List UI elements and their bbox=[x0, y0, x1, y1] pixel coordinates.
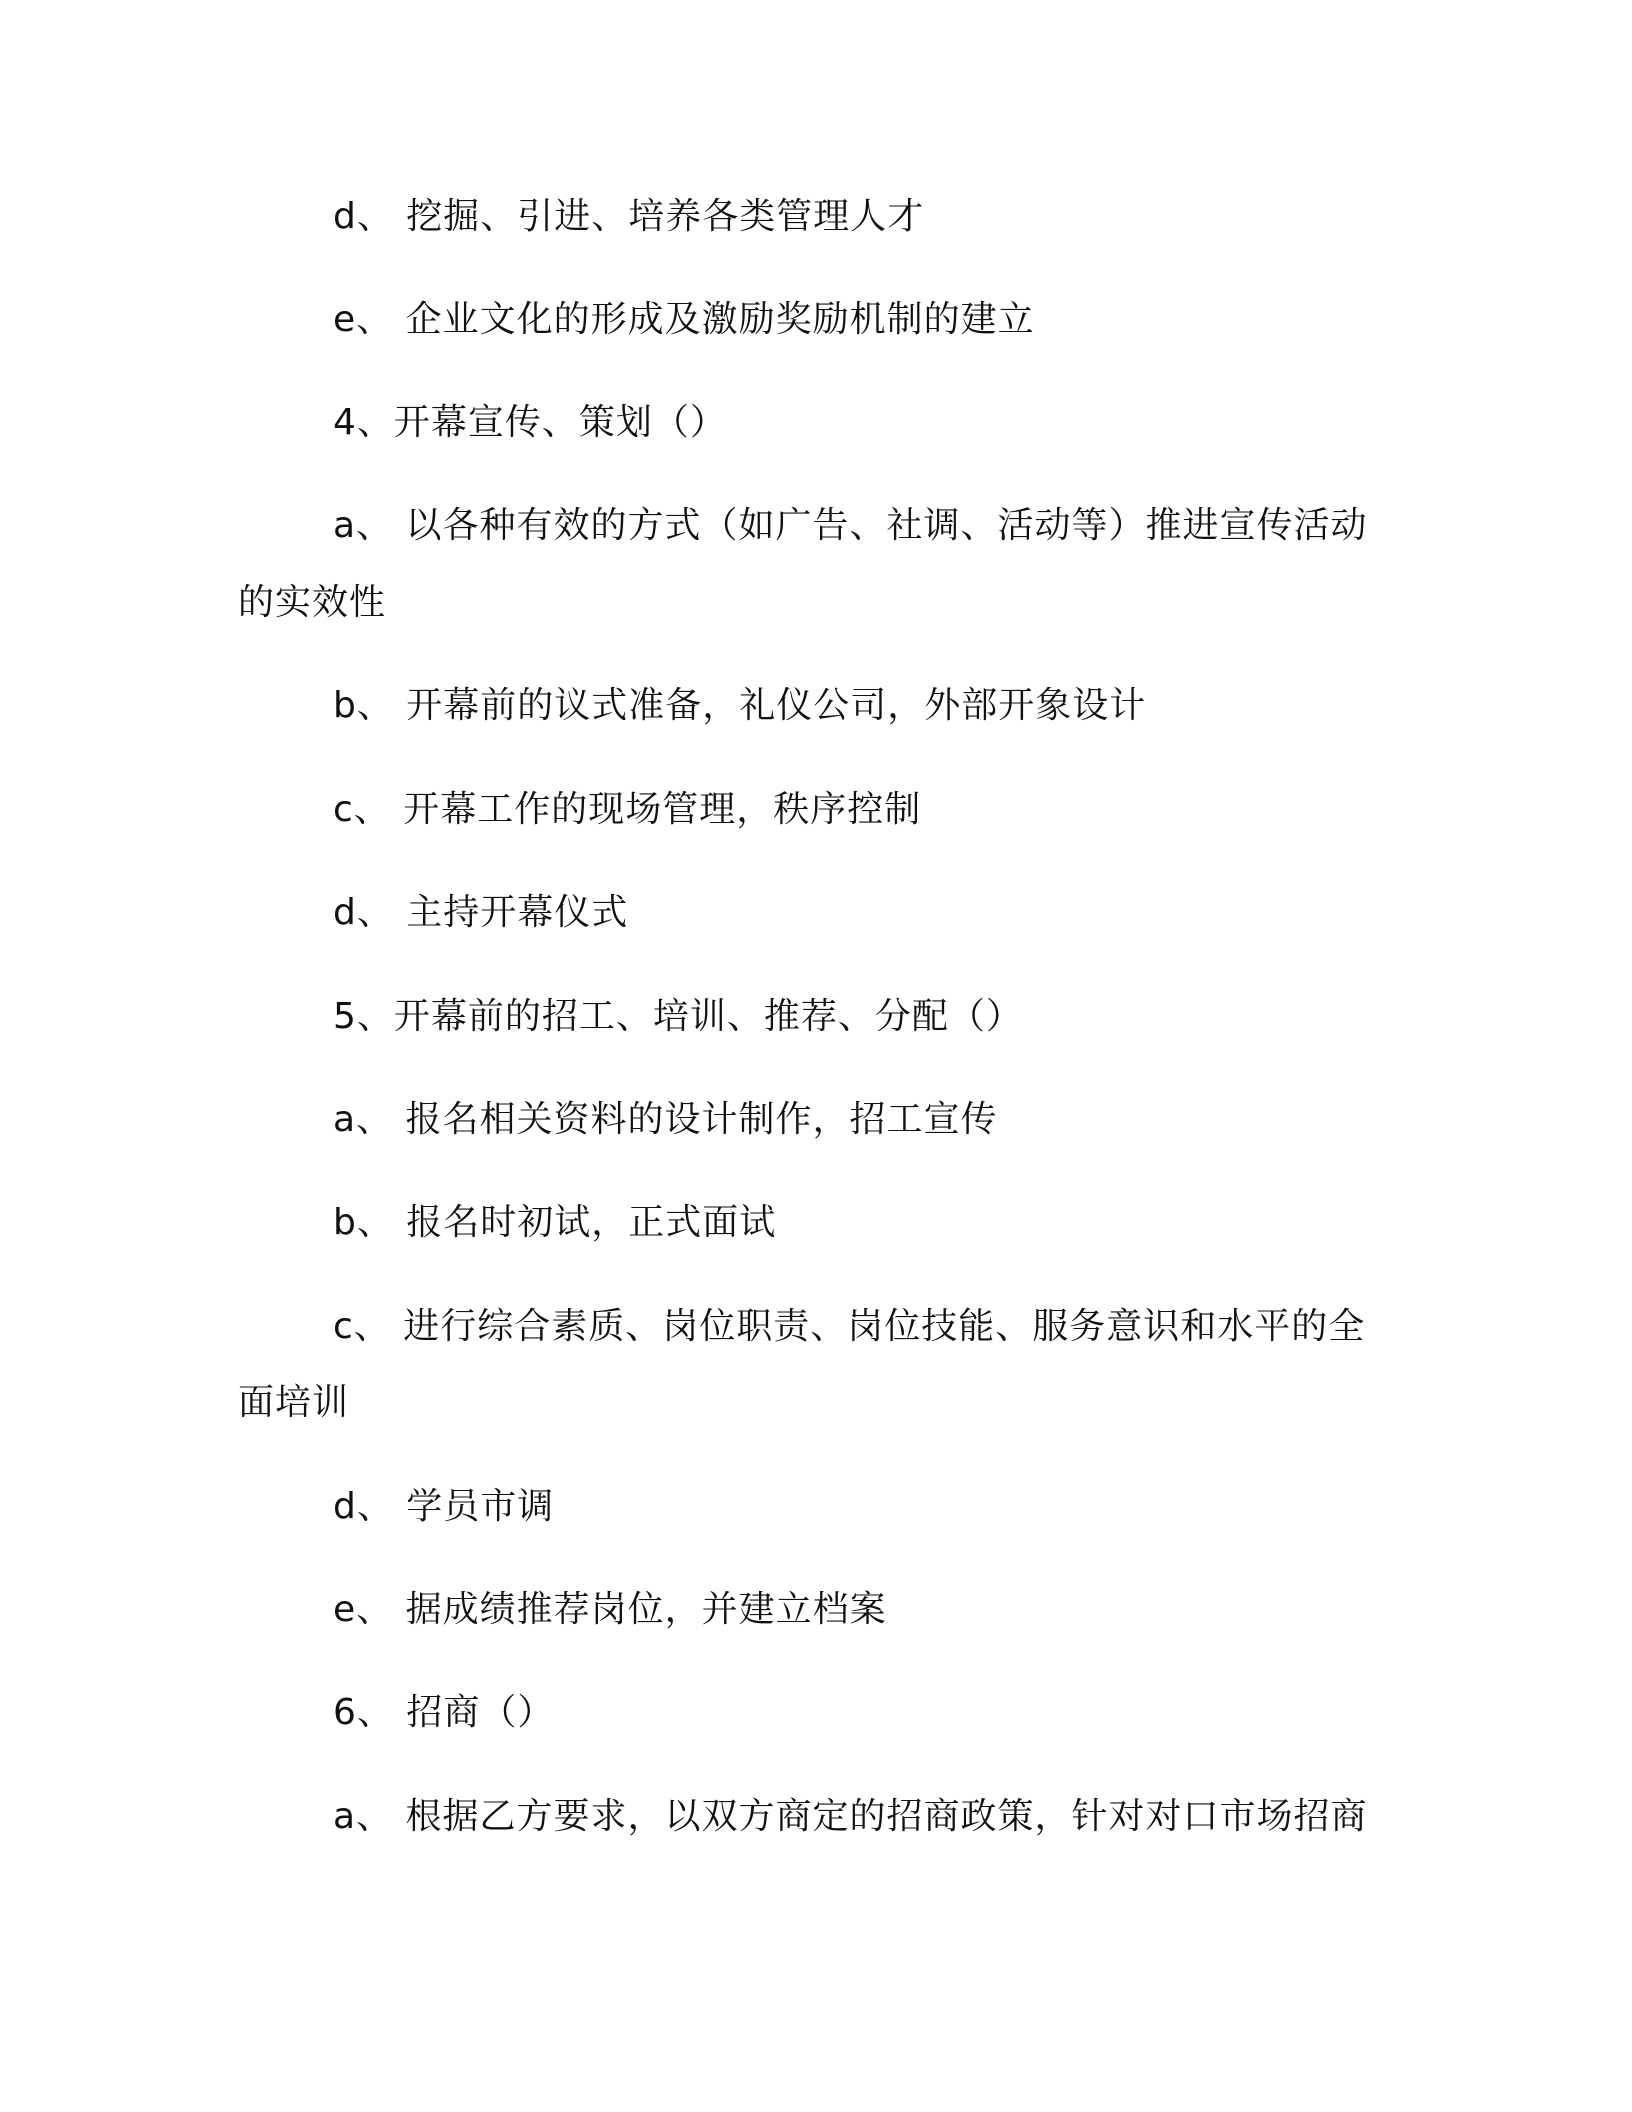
item-a-promotion: a、 以各种有效的方式（如广告、社调、活动等）推进宣传活动 bbox=[333, 505, 1368, 546]
item-e-culture: e、 企业文化的形成及激励奖励机制的建立 bbox=[333, 299, 1035, 340]
item-b-ceremony: b、 开幕前的议式准备，礼仪公司，外部开象设计 bbox=[333, 685, 1147, 726]
item-a-recruit-materials: a、 报名相关资料的设计制作，招工宣传 bbox=[333, 1099, 998, 1140]
section-5-heading: 5、开幕前的招工、培训、推荐、分配（） bbox=[333, 996, 1023, 1037]
item-a-promotion-cont: 的实效性 bbox=[238, 582, 387, 623]
section-4-heading: 4、开幕宣传、策划（） bbox=[333, 402, 727, 443]
item-d-host-opening: d、 主持开幕仪式 bbox=[333, 892, 629, 933]
item-c-training-cont: 面培训 bbox=[238, 1382, 350, 1423]
section-6-heading: 6、 招商（） bbox=[333, 1692, 555, 1733]
item-e-assign-positions: e、 据成绩推荐岗位，并建立档案 bbox=[333, 1589, 887, 1630]
item-d-talent: d、 挖掘、引进、培养各类管理人才 bbox=[333, 196, 925, 237]
item-c-training: c、 进行综合素质、岗位职责、岗位技能、服务意识和水平的全 bbox=[333, 1306, 1366, 1347]
item-b-interview: b、 报名时初试，正式面试 bbox=[333, 1202, 777, 1243]
item-c-site-management: c、 开幕工作的现场管理，秩序控制 bbox=[333, 789, 922, 830]
item-d-market-survey: d、 学员市调 bbox=[333, 1486, 555, 1527]
item-a-investment: a、 根据乙方要求，以双方商定的招商政策，针对对口市场招商 bbox=[333, 1796, 1368, 1837]
